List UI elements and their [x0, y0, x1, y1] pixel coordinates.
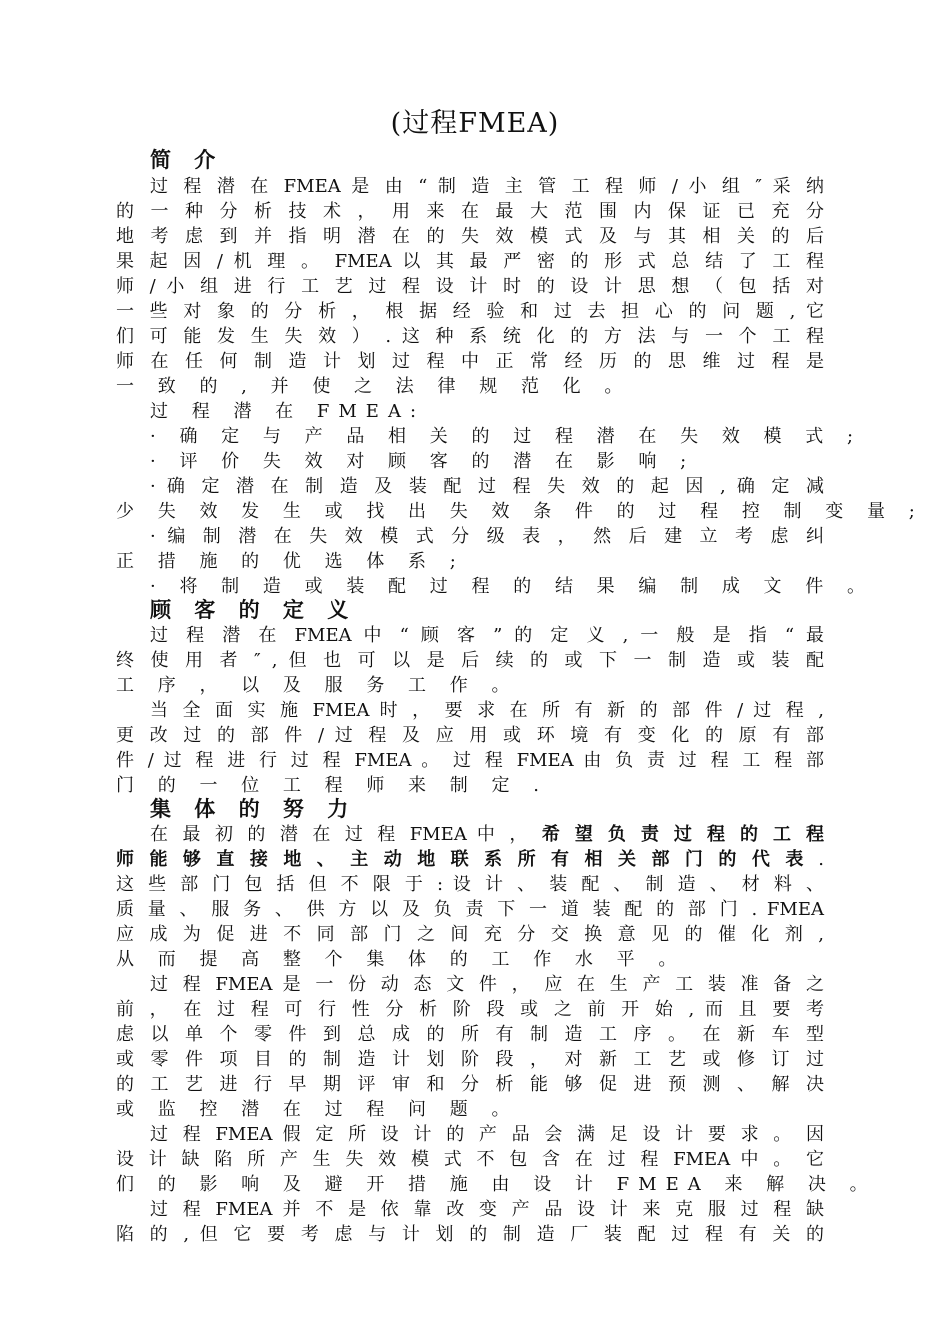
bullet-item: · 确 定 与 产 品 相 关 的 过 程 潜 在 失 效 模 式 ; — [150, 426, 863, 447]
bullet-item: · 编 制 潜 在 失 效 模 式 分 级 表 ， 然 后 建 立 考 虑 纠 — [150, 526, 824, 547]
paragraph-line: 的 工 艺 进 行 早 期 评 审 和 分 析 能 够 促 进 预 测 、 解 决 — [116, 1074, 824, 1095]
paragraph-line: 虑 以 单 个 零 件 到 总 成 的 所 有 制 造 工 序 。 在 新 车 型 — [116, 1024, 824, 1045]
paragraph-line: 地 考 虑 到 并 指 明 潜 在 的 失 效 模 式 及 与 其 相 关 的 后 — [116, 226, 824, 247]
paragraph-line: 从 而 提 高 整 个 集 体 的 工 作 水 平 。 — [116, 949, 686, 970]
section-heading-customer: 顾 客 的 定 义 — [150, 598, 357, 622]
paragraph-line: 一 致 的 , 并 使 之 法 律 规 范 化 。 — [116, 376, 632, 397]
paragraph-line: 或 零 件 项 目 的 制 造 计 划 阶 段 ， 对 新 工 艺 或 修 订 过 — [116, 1049, 824, 1070]
normal-text: . — [818, 849, 824, 870]
document-title: (过程FMEA) — [390, 108, 560, 139]
paragraph-line: 师 在 任 何 制 造 计 划 过 程 中 正 常 经 历 的 思 维 过 程 是 — [116, 351, 824, 372]
section-heading-intro: 简 介 — [150, 148, 224, 172]
paragraph-line: 终 使 用 者 ″ , 但 也 可 以 是 后 续 的 或 下 一 制 造 或 装 配 — [116, 650, 824, 671]
paragraph-line: 过 程 潜 在 FMEA 是 由 “ 制 造 主 管 工 程 师 / 小 组 ″ 采 纳 — [150, 176, 824, 197]
paragraph-line: 过 程 潜 在 FMEA 中 “ 顾 客 ” 的 定 义 , 一 般 是 指 “ 最 — [150, 625, 824, 646]
paragraph-line: 师 / 小 组 进 行 工 艺 过 程 设 计 时 的 设 计 思 想 （ 包 括 对 — [116, 276, 824, 297]
paragraph-line: 更 改 过 的 部 件 / 过 程 及 应 用 或 环 境 有 变 化 的 原 有 部 — [116, 725, 824, 746]
bullet-item-continuation: 正 措 施 的 优 选 体 系 ; — [116, 551, 465, 572]
paragraph-line: 的 一 种 分 析 技 术 ， 用 来 在 最 大 范 围 内 保 证 已 充 分 — [116, 201, 824, 222]
paragraph-line: 应 成 为 促 进 不 同 部 门 之 间 充 分 交 换 意 见 的 催 化 剂 , — [116, 924, 824, 945]
paragraph-line: 质 量 、 服 务 、 供 方 以 及 负 责 下 一 道 装 配 的 部 门 . FMEA — [116, 899, 824, 920]
paragraph-line: 们 的 影 响 及 避 开 措 施 由 设 计 FMEA 来 解 决 。 — [116, 1174, 877, 1195]
paragraph-line: 当 全 面 实 施 FMEA 时 ， 要 求 在 所 有 新 的 部 件 / 过 程 , — [150, 700, 824, 721]
bold-text: 师 能 够 直 接 地 、 主 动 地 联 系 所 有 相 关 部 门 的 代 表 — [116, 849, 808, 870]
paragraph-line: 这 些 部 门 包 括 但 不 限 于 : 设 计 、 装 配 、 制 造 、 材 料 、 — [116, 874, 824, 895]
bullet-item: · 评 价 失 效 对 顾 客 的 潜 在 影 响 ; — [150, 451, 696, 472]
paragraph-line: 件 / 过 程 进 行 过 程 FMEA 。 过 程 FMEA 由 负 责 过 程 工 程 部 — [116, 750, 824, 771]
paragraph-line: 前 ， 在 过 程 可 行 性 分 析 阶 段 或 之 前 开 始 , 而 且 要 考 — [116, 999, 824, 1020]
bold-text: 希 望 负 责 过 程 的 工 程 — [541, 824, 824, 845]
paragraph-line: 一 些 对 象 的 分 析 ， 根 据 经 验 和 过 去 担 心 的 问 题 , 它 — [116, 301, 824, 322]
normal-text: 在 最 初 的 潜 在 过 程 FMEA 中 ， — [150, 824, 532, 845]
paragraph-line: 果 起 因 / 机 理 。 FMEA 以 其 最 严 密 的 形 式 总 结 了 工 程 — [116, 251, 824, 272]
paragraph-line: 过 程 潜 在 FMEA: — [150, 401, 426, 422]
paragraph-line — [116, 847, 824, 872]
section-heading-team: 集 体 的 努 力 — [150, 797, 357, 821]
paragraph-line: 或 监 控 潜 在 过 程 问 题 。 — [116, 1099, 519, 1120]
paragraph-line: 过 程 FMEA 并 不 是 依 靠 改 变 产 品 设 计 来 克 服 过 程 缺 — [150, 1199, 824, 1220]
bullet-item-continuation: 少 失 效 发 生 或 找 出 失 效 条 件 的 过 程 控 制 变 量 ; — [116, 501, 924, 522]
paragraph-line: 过 程 FMEA 假 定 所 设 计 的 产 品 会 满 足 设 计 要 求 。 因 — [150, 1124, 824, 1145]
bullet-item: · 将 制 造 或 装 配 过 程 的 结 果 编 制 成 文 件 。 — [150, 576, 874, 597]
paragraph-line: 陷 的 , 但 它 要 考 虑 与 计 划 的 制 造 厂 装 配 过 程 有 关 的 — [116, 1224, 824, 1245]
paragraph-line: 门 的 一 位 工 程 师 来 制 定 . — [116, 775, 548, 796]
paragraph-line: 过 程 FMEA 是 一 份 动 态 文 件 ， 应 在 生 产 工 装 准 备 之 — [150, 974, 824, 995]
paragraph-line: 工 序 ， 以 及 服 务 工 作 。 — [116, 675, 519, 696]
bullet-item: · 确 定 潜 在 制 造 及 装 配 过 程 失 效 的 起 因 , 确 定 减 — [150, 476, 824, 497]
paragraph-line: 设 计 缺 陷 所 产 生 失 效 模 式 不 包 含 在 过 程 FMEA 中 。 它 — [116, 1149, 824, 1170]
paragraph-line: 们 可 能 发 生 失 效 ） . 这 种 系 统 化 的 方 法 与 一 个 工 程 — [116, 326, 824, 347]
paragraph-line — [150, 822, 824, 847]
